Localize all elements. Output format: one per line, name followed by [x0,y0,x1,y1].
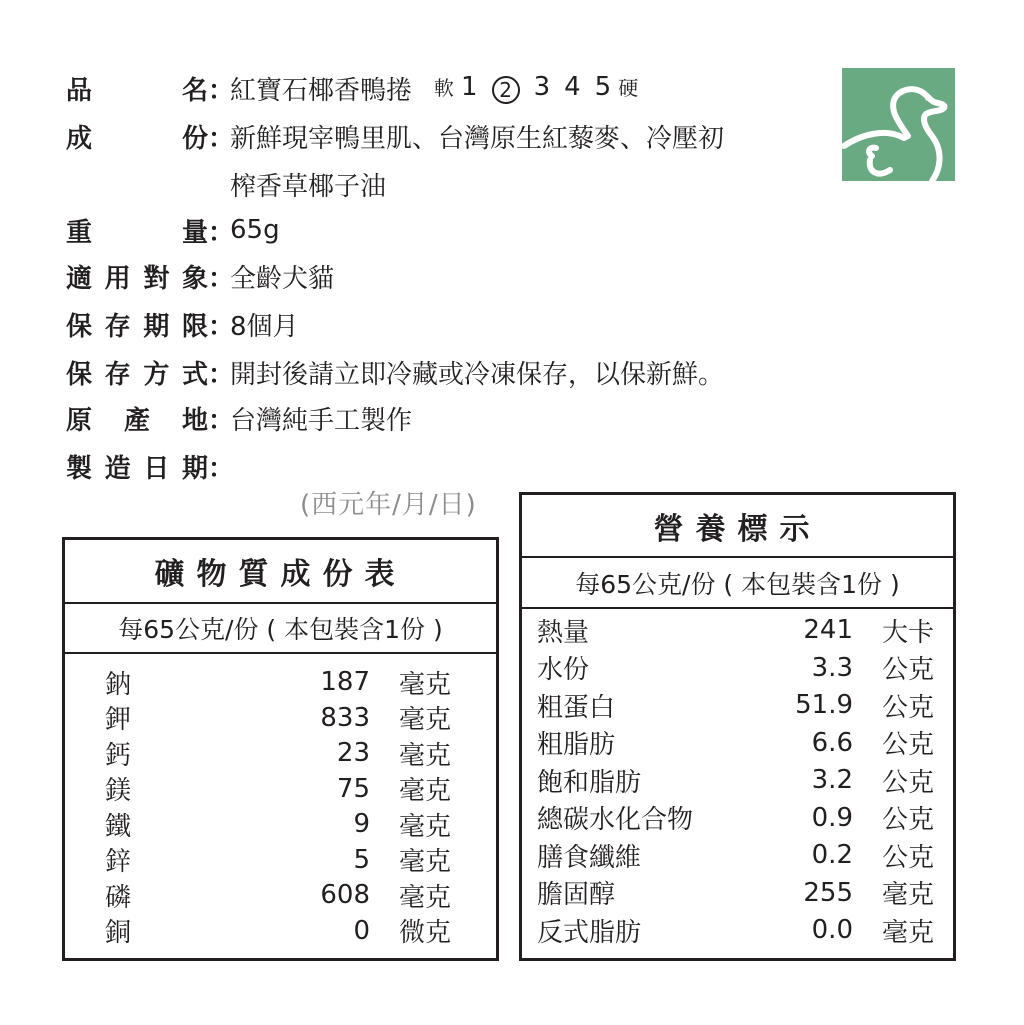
row-name: 膽固醇 [537,880,616,910]
hardness-level: 4 [564,72,581,103]
info-label: 成 份 [66,123,208,154]
row-unit: 毫克 [399,705,452,735]
info-value: 開封後請立即冷藏或冷凍保存，以保新鮮。 [230,359,725,390]
hardness-scale [434,72,638,104]
row-unit: 公克 [882,655,935,685]
row-name: 熱量 [537,617,590,648]
row-name: 鐵 [105,811,132,842]
table-row [65,771,496,807]
table-row [522,612,953,648]
hardness-level: 5 [594,72,612,103]
table-row [65,842,496,878]
table-row [522,650,953,686]
row-unit: 微克 [399,918,452,948]
row-unit: 毫克 [399,776,452,806]
info-value: 紅寶石椰香鴨捲 [230,75,413,106]
nutrition-table [519,492,956,961]
info-label: 品 名 [66,75,208,106]
row-name: 水份 [537,655,590,685]
row-value: 23 [336,738,370,768]
row-value: 3.3 [811,652,853,683]
row-unit: 毫克 [399,740,452,771]
row-value: 0 [353,915,370,946]
hardness-hard-label: 硬 [618,76,639,101]
row-value: 608 [320,880,370,910]
table-row [65,664,496,700]
row-name: 粗蛋白 [537,692,616,723]
info-value: 榨香草椰子油 [230,171,387,202]
table-row [522,875,953,911]
row-name: 鈉 [105,669,132,700]
row-name: 飽和脂肪 [537,767,642,798]
hardness-level: 3 [533,72,551,103]
row-value: 0.2 [811,840,853,870]
info-value: 台灣純手工製作 [230,405,413,436]
info-colon: ： [208,217,235,248]
row-value: 9 [353,809,370,839]
info-row [66,352,724,392]
mineral-table-title: 礦物質成份表 [65,540,496,604]
nutrition-table-serving: 每65公克/份 ( 本包裝含1份 ) [522,558,953,609]
mineral-table [62,537,499,961]
hardness-soft-label: 軟 [434,76,455,101]
table-row [65,735,496,771]
row-name: 總碳水化合物 [537,805,694,835]
table-row [522,687,953,723]
row-value: 187 [320,667,370,697]
info-colon: ： [208,359,235,390]
row-unit: 毫克 [399,669,452,700]
hardness-level: 1 [461,72,478,103]
row-unit: 毫克 [399,882,452,913]
row-value: 6.6 [811,727,853,758]
row-value: 833 [320,702,370,733]
info-label: 製 造 日 期 [66,453,208,484]
row-unit: 毫克 [399,811,452,842]
info-value: 新鮮現宰鴨里肌、台灣原生紅藜麥、冷壓初 [230,123,725,154]
table-row [522,762,953,798]
info-row [66,68,638,108]
row-value: 0.0 [811,915,853,945]
table-row [65,806,496,842]
row-value: 255 [803,877,853,908]
info-colon: ： [208,453,235,484]
info-value: 8個月 [230,311,299,342]
duck-icon [842,68,955,181]
info-label: 原 產 地 [66,405,208,436]
info-row [66,116,724,156]
row-unit: 公克 [882,842,935,873]
table-row [65,877,496,913]
row-name: 鉀 [105,705,132,735]
table-row [522,725,953,761]
row-name: 鈣 [105,740,132,771]
table-row [65,700,496,736]
info-label: 適 用 對 象 [66,263,208,294]
row-name: 反式脂肪 [537,917,642,948]
row-value: 75 [336,773,370,804]
nutrition-table-title: 營養標示 [522,495,953,558]
table-row [65,913,496,949]
info-row-continuation [230,164,386,204]
info-label: 保 存 方 式 [66,359,208,390]
row-name: 鎂 [105,776,132,806]
row-value: 0.9 [811,802,853,833]
table-row [522,912,953,948]
row-value: 241 [803,615,853,645]
date-format-note: (西元年/月/日) [300,490,477,520]
table-row [522,800,953,836]
row-unit: 公克 [882,805,935,835]
hardness-level-selected: 2 [492,76,520,104]
info-colon: ： [208,405,235,436]
info-value: 65g [230,215,280,245]
info-colon: ： [208,123,235,154]
row-name: 粗脂肪 [537,730,616,760]
info-label: 重 量 [66,217,208,248]
row-value: 51.9 [795,690,853,720]
info-colon: ： [208,311,235,342]
row-value: 3.2 [811,765,853,795]
info-row [66,398,412,438]
info-value: 全齡犬貓 [230,263,335,294]
brand-logo [842,68,955,181]
info-row [66,210,280,250]
info-colon: ： [208,263,235,294]
row-name: 銅 [105,918,132,948]
info-row [66,304,299,344]
row-unit: 公克 [882,692,935,723]
row-unit: 毫克 [882,917,935,948]
info-label: 保 存 期 限 [66,311,208,342]
row-value: 5 [353,844,370,875]
row-unit: 公克 [882,767,935,798]
row-unit: 公克 [882,730,935,760]
mineral-table-serving: 每65公克/份 ( 本包裝含1份 ) [65,604,496,654]
row-unit: 大卡 [882,617,935,648]
info-row [66,256,334,296]
info-colon: ： [208,75,235,106]
row-name: 膳食纖維 [537,842,642,873]
row-unit: 毫克 [882,880,935,910]
info-row [66,446,235,486]
row-name: 鋅 [105,847,132,877]
row-unit: 毫克 [399,847,452,877]
row-name: 磷 [105,882,132,913]
table-row [522,837,953,873]
